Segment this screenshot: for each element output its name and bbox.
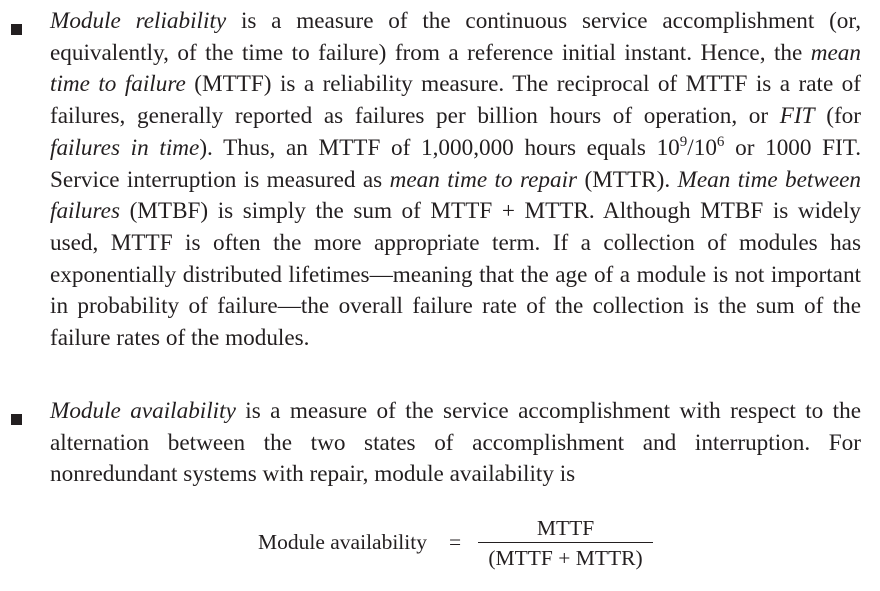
exponent-6: 6	[716, 133, 725, 150]
reliability-paragraph: Module reliability is a measure of the continuous service accomplishment (or, equivalently, of the time to failure) from a reference initial instant. Hence, the mean time to failure (MTTF) is a reliability measure. The reciprocal of MTTF is a rate of failures, generally reported as failures per billion hours of operation, or FIT (for failures in time). Thus, an MTTF of 1,000,000 hours equals $10^9/10^6$ or 1000 FIT. Service interruption is measured as mean time to repair (MTTR). Mean time between failures (MTBF) is simply the sum of MTTF + MTTR. Although MTBF is widely used, MTTF is often the more appropriate term. If a collection of modules has exponentially distributed lifetimes—meaning that the age of a module is not important in probability of failure—the overall failure rate of the collection is the sum of the failure rates of the modules.	[50, 8, 862, 352]
bullet-marker	[11, 24, 22, 35]
formula-equals: =	[449, 530, 462, 554]
term-mttr: mean time to repair	[389, 166, 578, 193]
term-module-reliability: Module reliability	[50, 8, 227, 34]
formula-fraction	[478, 514, 653, 573]
term-mtbf: Mean time between failures	[50, 166, 862, 225]
term-failures-in-time: failures in time	[50, 134, 200, 161]
bullet-marker	[11, 414, 22, 425]
term-mttf: mean time to failure	[50, 39, 861, 98]
term-module-availability: Module availability	[50, 398, 236, 424]
formula-numerator: MTTF	[536, 516, 595, 540]
exponent-9: 9	[679, 133, 688, 150]
availability-paragraph: Module availability is a measure of the service accomplishment with respect to the alternation between the two states of accomplishment and interruption. For nonredundant systems with repair, module availability is	[50, 398, 862, 488]
term-fit: FIT	[779, 103, 815, 130]
formula-label: Module availability	[258, 530, 427, 554]
availability-formula	[258, 514, 678, 578]
formula-denominator: (MTTF + MTTR)	[488, 546, 643, 571]
